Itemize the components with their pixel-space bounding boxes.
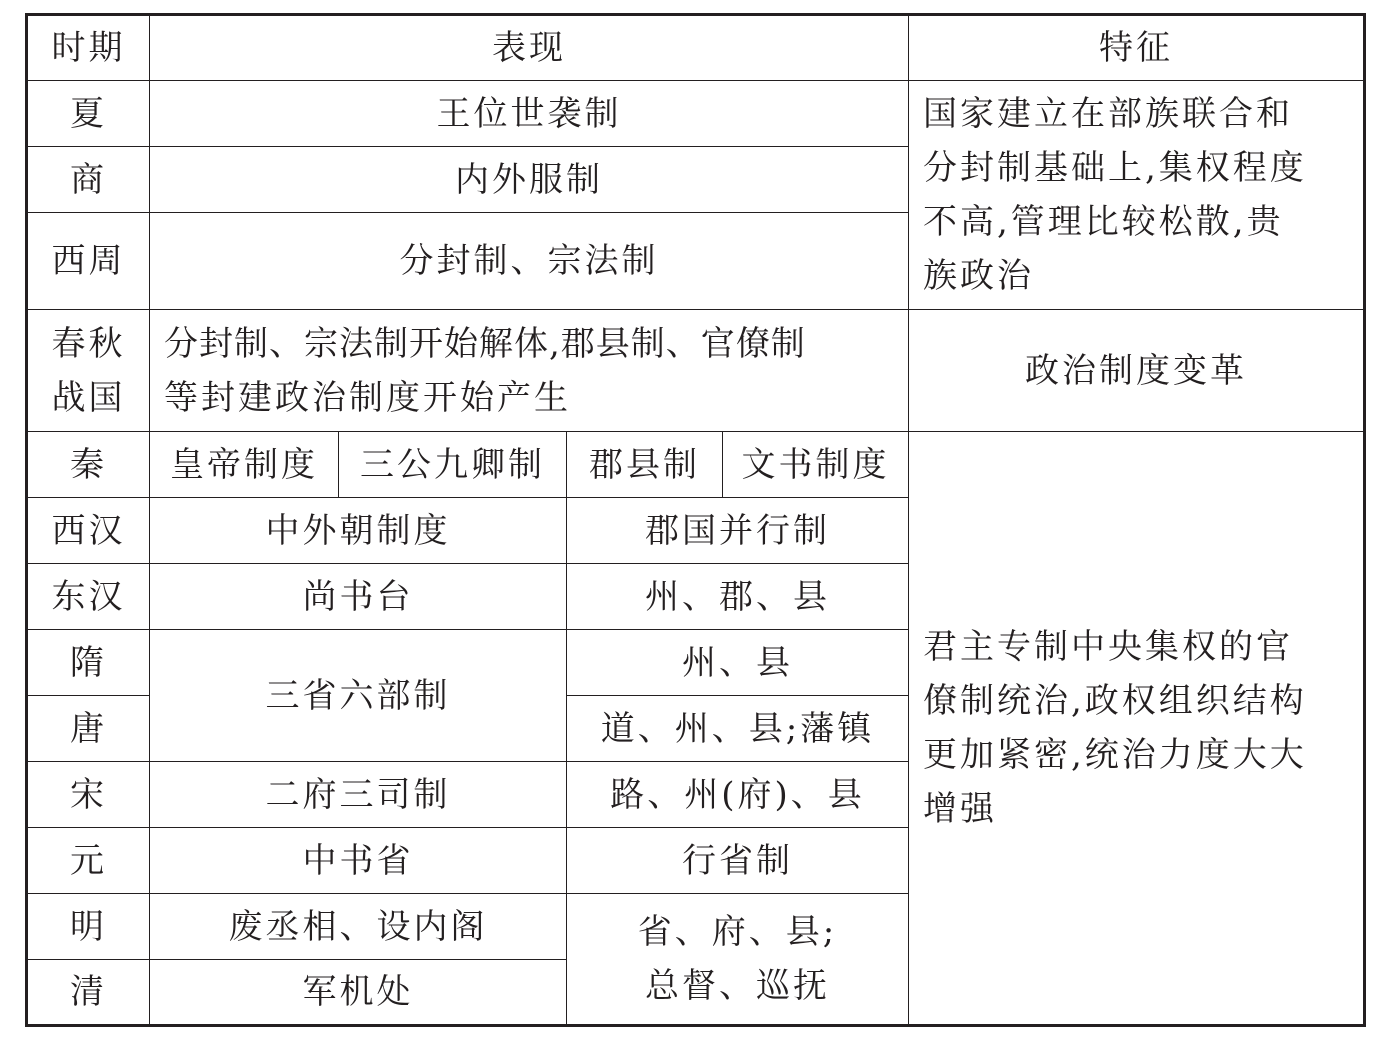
local-sui: 州、县 bbox=[567, 630, 909, 696]
period-xizhou: 西周 bbox=[27, 213, 150, 310]
feature-chunqiu: 政治制度变革 bbox=[909, 310, 1365, 432]
central-xihan: 中外朝制度 bbox=[150, 498, 567, 564]
period-sui: 隋 bbox=[27, 630, 150, 696]
central-song: 二府三司制 bbox=[150, 762, 567, 828]
local-ming-qing-line-1: 省、府、县; bbox=[637, 912, 838, 952]
central-yuan: 中书省 bbox=[150, 828, 567, 894]
political-system-table bbox=[25, 13, 1366, 1027]
header-feature: 特征 bbox=[909, 15, 1365, 81]
feature-early bbox=[909, 81, 1365, 310]
perf-chunqiu-line-2: 等封建政治制度开始产生 bbox=[164, 377, 571, 418]
perf-chunqiu-line-1: 分封制、宗法制开始解体,郡县制、官僚制 bbox=[164, 323, 806, 364]
perf-chunqiu bbox=[150, 310, 909, 432]
feature-imperial-line-1: 君主专制中央集权的官 bbox=[923, 627, 1293, 667]
local-yuan: 行省制 bbox=[567, 828, 909, 894]
feature-early-line-2: 分封制基础上,集权程度 bbox=[923, 148, 1307, 188]
perf-qin-sangong: 三公九卿制 bbox=[339, 432, 567, 498]
period-qing: 清 bbox=[27, 960, 150, 1026]
period-xihan: 西汉 bbox=[27, 498, 150, 564]
central-donghan: 尚书台 bbox=[150, 564, 567, 630]
feature-imperial-line-2: 僚制统治,政权组织结构 bbox=[923, 681, 1307, 721]
perf-qin-emperor: 皇帝制度 bbox=[150, 432, 339, 498]
period-song: 宋 bbox=[27, 762, 150, 828]
local-song: 路、州(府)、县 bbox=[567, 762, 909, 828]
local-xihan: 郡国并行制 bbox=[567, 498, 909, 564]
period-chunqiu-line-1: 春秋 bbox=[51, 323, 126, 364]
feature-early-line-3: 不高,管理比较松散,贵 bbox=[923, 202, 1284, 242]
perf-xia: 王位世袭制 bbox=[150, 81, 909, 147]
central-qing: 军机处 bbox=[150, 960, 567, 1026]
row-chunqiu bbox=[27, 310, 1365, 432]
feature-imperial bbox=[909, 432, 1365, 1026]
period-donghan: 东汉 bbox=[27, 564, 150, 630]
feature-early-line-1: 国家建立在部族联合和 bbox=[923, 94, 1293, 134]
row-qin bbox=[27, 432, 1365, 498]
central-ming: 废丞相、设内阁 bbox=[150, 894, 567, 960]
period-chunqiu bbox=[27, 310, 150, 432]
feature-early-line-4: 族政治 bbox=[923, 256, 1034, 296]
perf-xizhou: 分封制、宗法制 bbox=[150, 213, 909, 310]
period-yuan: 元 bbox=[27, 828, 150, 894]
period-qin: 秦 bbox=[27, 432, 150, 498]
local-donghan: 州、郡、县 bbox=[567, 564, 909, 630]
period-xia: 夏 bbox=[27, 81, 150, 147]
local-ming-qing-line-2: 总督、巡抚 bbox=[645, 966, 830, 1006]
perf-qin-junxian: 郡县制 bbox=[567, 432, 723, 498]
local-tang: 道、州、县;藩镇 bbox=[567, 696, 909, 762]
local-ming-qing bbox=[567, 894, 909, 1026]
header-row bbox=[27, 15, 1365, 81]
period-tang: 唐 bbox=[27, 696, 150, 762]
perf-shang: 内外服制 bbox=[150, 147, 909, 213]
perf-qin-documents: 文书制度 bbox=[723, 432, 909, 498]
feature-imperial-line-4: 增强 bbox=[923, 789, 997, 829]
header-period: 时期 bbox=[27, 15, 150, 81]
period-chunqiu-line-2: 战国 bbox=[51, 377, 126, 418]
central-sui-tang: 三省六部制 bbox=[150, 630, 567, 762]
feature-imperial-line-3: 更加紧密,统治力度大大 bbox=[923, 735, 1307, 775]
header-performance: 表现 bbox=[150, 15, 909, 81]
row-xia bbox=[27, 81, 1365, 147]
period-shang: 商 bbox=[27, 147, 150, 213]
period-ming: 明 bbox=[27, 894, 150, 960]
